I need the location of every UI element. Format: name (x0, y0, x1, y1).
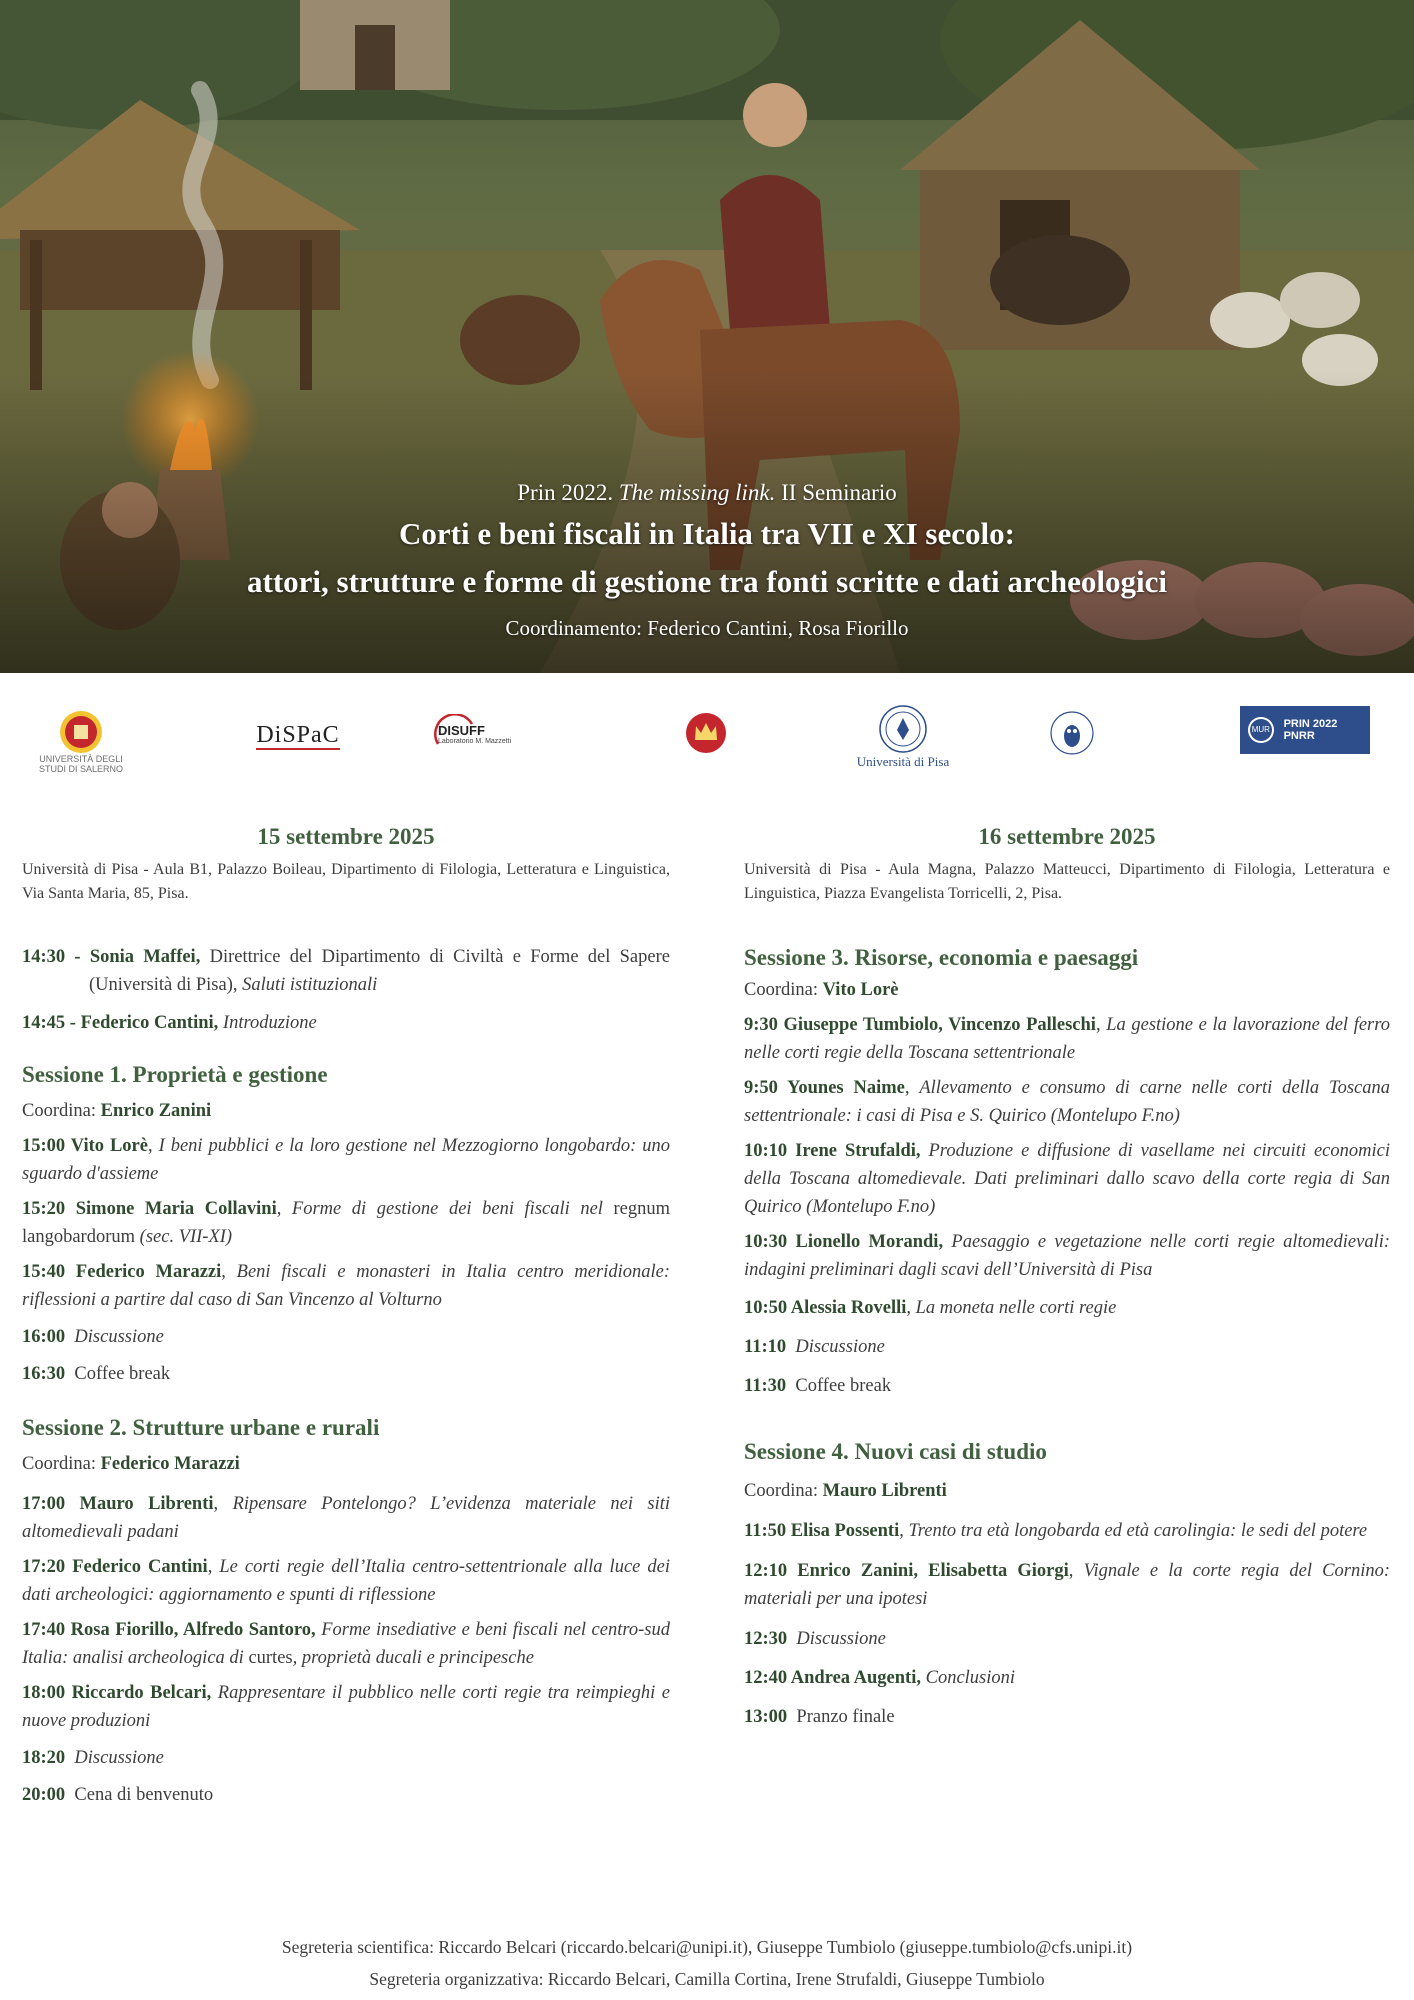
final-lunch (744, 1703, 1390, 1731)
day1-venue: Università di Pisa - Aula B1, Palazzo Boileau, Dipartimento di Filologia, Letteratura e Linguistica, Via Santa Maria, 85, Pisa. (22, 861, 670, 902)
talk (22, 1195, 670, 1251)
talk-title: Ripensare Pontelongo? L’evidenza materiale nei siti altomedievali padani (22, 1494, 671, 1542)
talk (744, 1137, 1390, 1221)
crown-icon (685, 712, 727, 754)
speaker: 14:30 - Sonia Maffei, (22, 947, 201, 967)
time: 16:30 (22, 1364, 66, 1384)
session1-coordinator (22, 1097, 670, 1125)
scientific-secretariat: Segreteria scientifica: Riccardo Belcari (riccardo.belcari@unipi.it), Giuseppe Tumbiolo (giuseppe.tumbiolo@cfs.unipi.it) (281, 1937, 1133, 1957)
talk (744, 1294, 1390, 1322)
speaker: 17:20 Federico Cantini (22, 1557, 208, 1577)
project-name: The missing link. (618, 480, 776, 505)
talk (744, 1074, 1390, 1130)
talk-title: Trento tra età longobarda ed età carolingia: le sedi del potere (908, 1521, 1368, 1541)
opening-greetings (22, 943, 670, 999)
talk-title: Forme di gestione dei beni fiscali nel (291, 1199, 603, 1219)
label: Discussione (74, 1327, 164, 1347)
talk-title-plain: regnum langobardorum (22, 1199, 670, 1247)
conclusions (744, 1664, 1390, 1692)
talk (22, 1132, 670, 1188)
talk-title: Saluti istituzionali (242, 975, 378, 995)
talk-title-plain: curtes (248, 1648, 293, 1668)
talk (744, 1557, 1390, 1613)
time: 20:00 (22, 1785, 66, 1805)
time: 16:00 (22, 1327, 66, 1347)
coord-name: Enrico Zanini (100, 1101, 212, 1121)
pisa-caption: Università di Pisa (856, 754, 950, 769)
day2-column (744, 820, 1390, 1731)
hero-banner (0, 0, 1414, 673)
coord-label: Coordina: (744, 980, 818, 1000)
time: 11:30 (744, 1376, 787, 1396)
coord-label: Coordina: (22, 1101, 96, 1121)
welcome-dinner (22, 1781, 670, 1809)
label: Discussione (795, 1337, 885, 1357)
coord-name: Vito Lorè (822, 980, 899, 1000)
organizational-secretariat: Segreteria organizzativa: Riccardo Belcari, Camilla Cortina, Irene Strufaldi, Giuseppe Tumbiolo (369, 1969, 1045, 1989)
talk-title-suffix: , proprietà ducali e principesche (292, 1648, 534, 1668)
speaker: 10:30 Lionello Morandi, (744, 1232, 944, 1252)
speaker: 9:30 Giuseppe Tumbiolo, Vincenzo Palleschi (744, 1015, 1096, 1035)
session3-coordinator (744, 976, 1390, 1004)
label: Conclusioni (925, 1668, 1016, 1688)
separator: , (213, 1494, 219, 1514)
time: 18:20 (22, 1748, 66, 1768)
day2-venue: Università di Pisa - Aula Magna, Palazzo Matteucci, Dipartimento di Filologia, Letteratura e Linguistica, Piazza Evangelista Torricelli, 2, Pisa. (744, 861, 1390, 902)
coord-name: Mauro Librenti (822, 1481, 947, 1501)
dispac-wordmark: DiSPaC (256, 722, 340, 748)
label: Pranzo finale (796, 1707, 895, 1727)
talk (744, 1517, 1390, 1545)
seminar-eyebrow (0, 476, 1414, 510)
discussion (744, 1625, 1390, 1653)
talk (22, 1616, 670, 1672)
talk-title: Vignale e la corte regia del Cornino: materiali per una ipotesi (744, 1561, 1391, 1609)
separator: , (147, 1136, 153, 1156)
coordination: Coordinamento: Federico Cantini, Rosa Fiorillo (505, 616, 909, 640)
talk-title: Le corti regie dell’Italia centro-settentrionale alla luce dei dati archeologici: aggiornamento e spunti di riflessione (22, 1557, 670, 1605)
seminar-title-line1: Corti e beni fiscali in Italia tra VII e XI secolo: (399, 516, 1015, 551)
owl-seal-icon (1049, 710, 1095, 756)
partner-logos (0, 700, 1414, 790)
disuff-wordmark: DISUFF (438, 723, 485, 738)
talk-title: La moneta nelle corti regie (915, 1298, 1117, 1318)
time: 11:10 (744, 1337, 787, 1357)
separator: , (276, 1199, 282, 1219)
footer (0, 1931, 1414, 1995)
coord-name: Federico Marazzi (100, 1454, 240, 1474)
talk-title: Beni fiscali e monasteri in Italia centro meridionale: riflessioni a partire dal caso di San Vincenzo al Volturno (22, 1262, 670, 1310)
day1-column (22, 820, 670, 1809)
talk (744, 1228, 1390, 1284)
crown-logo (684, 712, 728, 754)
discussion (22, 1744, 670, 1772)
speaker: 12:40 Andrea Augenti, (744, 1668, 921, 1688)
session4-title: Sessione 4. Nuovi casi di studio (744, 1439, 1047, 1464)
separator: , (906, 1298, 912, 1318)
talk-title: Paesaggio e vegetazione nelle corti regie altomedievali: indagini preliminari dagli scavi dell’Università di Pisa (744, 1232, 1391, 1280)
time: 12:30 (744, 1629, 788, 1649)
session2-title: Sessione 2. Strutture urbane e rurali (22, 1415, 380, 1440)
prin-badge: PRIN 2022 PNRR (1283, 718, 1338, 742)
disuff-logo (430, 714, 520, 754)
speaker: 17:00 Mauro Librenti (22, 1494, 214, 1514)
speaker: 18:00 Riccardo Belcari, (22, 1683, 212, 1703)
session1-title: Sessione 1. Proprietà e gestione (22, 1062, 328, 1087)
separator: , (899, 1521, 904, 1541)
label: Coffee break (795, 1376, 892, 1396)
speaker: 15:20 Simone Maria Collavini (22, 1199, 277, 1219)
mur-mark: MUR (1248, 717, 1274, 743)
discussion (744, 1333, 1390, 1361)
separator: , (904, 1078, 910, 1098)
talk-title: Rappresentare il pubblico nelle corti regie tra reimpieghi e nuove produzioni (22, 1683, 671, 1731)
talk-title: I beni pubblici e la loro gestione nel Mezzogiorno longobardo: uno sguardo d'assieme (22, 1136, 671, 1184)
pisa-seal-icon (878, 704, 928, 754)
hero-text (0, 476, 1414, 650)
separator: , (221, 1262, 226, 1282)
separator: , (1095, 1015, 1101, 1035)
speaker: 11:50 Elisa Possenti (744, 1521, 900, 1541)
separator: , (207, 1557, 213, 1577)
salerno-caption: UNIVERSITÀ DEGLI STUDI DI SALERNO (38, 754, 123, 774)
speaker: 10:10 Irene Strufaldi, (744, 1141, 921, 1161)
talk (22, 1258, 670, 1314)
owl-logo (1050, 710, 1094, 756)
time: 13:00 (744, 1707, 788, 1727)
speaker: 17:40 Rosa Fiorillo, Alfredo Santoro, (22, 1620, 316, 1640)
talk-title: La gestione e la lavorazione del ferro nelle corti regie della Toscana settentrionale (744, 1015, 1391, 1063)
session4-coordinator (744, 1477, 1390, 1505)
dispac-logo (238, 722, 358, 750)
talk (22, 1679, 670, 1735)
talk-title: Allevamento e consumo di carne nelle corti della Toscana settentrionale: i casi di Pisa e S. Quirico (Montelupo F.no) (744, 1078, 1391, 1126)
speaker: 9:50 Younes Naime (744, 1078, 905, 1098)
coffee-break (744, 1372, 1390, 1400)
introduction (22, 1009, 670, 1037)
speaker: 15:40 Federico Marazzi (22, 1262, 222, 1282)
label: Coffee break (74, 1364, 171, 1384)
day1-date: 15 settembre 2025 (257, 824, 435, 849)
talk-title: Introduzione (222, 1013, 317, 1033)
label: Discussione (74, 1748, 164, 1768)
talk-title: Forme insediative e beni fiscali nel centro-sud Italia: analisi archeologica di (22, 1620, 670, 1668)
speaker: 14:45 - Federico Cantini, (22, 1013, 219, 1033)
role: Direttrice del Dipartimento di Civiltà e Forme del Sapere (Università di Pisa), (89, 947, 670, 995)
seminar-label: II Seminario (781, 480, 897, 505)
separator: , (1068, 1561, 1074, 1581)
label: Discussione (796, 1629, 886, 1649)
coffee-break (22, 1360, 670, 1388)
disuff-subtitle: Laboratorio M. Mazzetti (438, 738, 512, 745)
prin-label: Prin 2022. (517, 480, 614, 505)
talk (22, 1553, 670, 1609)
pisa-logo (838, 704, 968, 770)
session3-title: Sessione 3. Risorse, economia e paesaggi (744, 945, 1139, 970)
talk-title-suffix: (sec. VII-XI) (139, 1227, 233, 1247)
mur-prin-logo (1240, 706, 1370, 754)
session2-coordinator (22, 1450, 670, 1478)
discussion (22, 1323, 670, 1351)
salerno-logo (26, 710, 136, 774)
coord-label: Coordina: (22, 1454, 96, 1474)
disuff-text (438, 724, 511, 746)
label: Cena di benvenuto (74, 1785, 214, 1805)
day2-date: 16 settembre 2025 (978, 824, 1156, 849)
seminar-title-line2: attori, strutture e forme di gestione tra fonti scritte e dati archeologici (247, 564, 1167, 599)
speaker: 12:10 Enrico Zanini, Elisabetta Giorgi (744, 1561, 1069, 1581)
talk-title: Produzione e diffusione di vasellame nei circuiti economici della Toscana altomedievale. Dati preliminari dallo scavo della corte regia di San Quirico (Montelupo F.no) (744, 1141, 1390, 1217)
talk (744, 1011, 1390, 1067)
coord-label: Coordina: (744, 1481, 818, 1501)
salerno-seal-icon (59, 710, 103, 754)
speaker: 10:50 Alessia Rovelli (744, 1298, 907, 1318)
talk (22, 1490, 670, 1546)
speaker: 15:00 Vito Lorè (22, 1136, 148, 1156)
